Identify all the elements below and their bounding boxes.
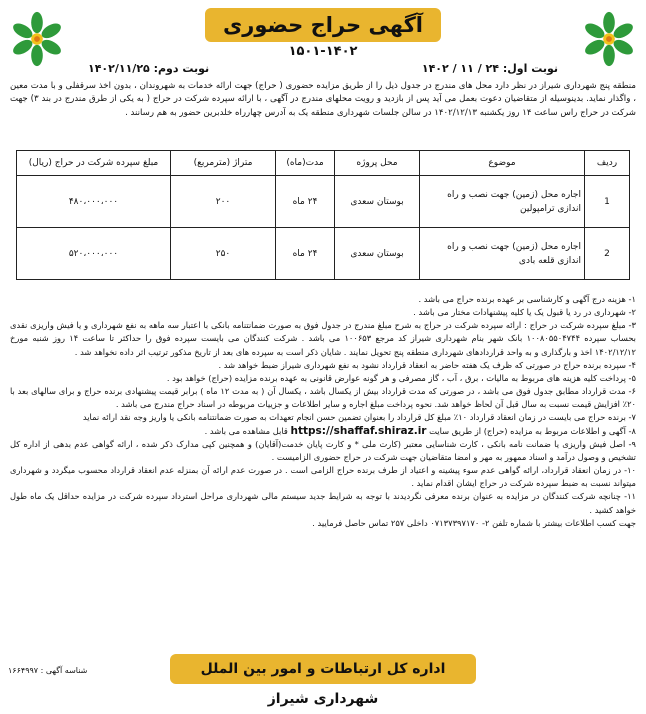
ad-number: ۱۵۰۱-۱۴۰۲ <box>288 44 358 59</box>
terms-list <box>10 293 636 530</box>
cell-subject: اجاره محل (زمین) جهت نصب و راه اندازی قلعه بادی <box>420 228 585 280</box>
col-header-area: متراژ (مترمربع) <box>171 151 276 176</box>
term-item: ۷- برنده حراج می بایست در زمان انعقاد قرارداد ۱۰٪ مبلغ کل قرارداد را بعنوان تضمین حسن انجام تعهدات به صورت ضمانتنامه بانکی یا واریز وجه نقد ارائه نماید <box>82 412 636 423</box>
first-round-date: نوبت اول: ۲۴ / ۱۱ / ۱۴۰۲ <box>421 62 558 75</box>
term-item: ۳- مبلغ سپرده شرکت در حراج : ارائه سپرده شرکت در حراج به شرح مبلغ مندرج در جدول فوق به صورت ضمانتنامه بانکی با اعتبار سه ماهه به نفع شهرداری و یا فیش واریزی نقدی بحساب سپرده ۱۰۰۸۰۵۵۰۴۷۴۴ بانک شهر بنام شهرداری شیراز کد مرجع ۱۰۰۶۵۳ می باشد . شرکت کنندگان می بایست سپرده فوق را حداکثر تا ساعت ۱۴ روز شنبه مورخ ۱۴۰۲/۱۲/۱۲ اخذ و بارگذاری و به واحد قراردادهای شهرداری منطقه پنج تحویل نمایند . شایان ذکر است به سپرده های بعد از تاریخ مذکور ترتیب اثر داده نخواهد شد . <box>10 320 636 357</box>
col-header-duration: مدت(ماه) <box>276 151 335 176</box>
cell-location: بوستان سعدی <box>335 176 420 228</box>
cell-duration: ۲۴ ماه <box>276 228 335 280</box>
website-link[interactable]: https://shaffaf.shiraz.ir <box>290 424 427 437</box>
cell-row-no: 2 <box>585 228 630 280</box>
cell-area: ۲۰۰ <box>171 176 276 228</box>
shiraz-municipality-logo-icon <box>580 10 638 68</box>
intro-paragraph: منطقه پنج شهرداری شیراز در نظر دارد محل های مندرج در جدول ذیل را از طریق مزایده حضوری ( حراج) جهت ارائه خدمات به شهروندان ، بدون اخذ سرقفلی و با مدت معین ، واگذار نماید. بدینوسیله از متقاضیان دعوت بعمل می آید پس از بازدید و رویت محلهای مندرج در آگهی ، با ارائه سپرده شرکت در حراج ( به یکی از طرق مندرج در بند ۳) جهت شرکت در حراج راس ساعت ۱۴ روز یکشنبه ۱۴۰۲/۱۲/۱۳ در سالن جلسات شهرداری منطقه یک به آدرس چهارراه خلدبرین حضور به هم رسانند . <box>10 81 636 118</box>
ad-title: آگهی حراج حضوری <box>205 8 441 42</box>
term-item: ۴- سپرده برنده حراج در صورتی که ظرف یک هفته حاضر به انعقاد قرارداد نشود به نفع شهرداری شیراز ضبط خواهد شد . <box>218 359 636 370</box>
shiraz-municipality-logo-icon <box>8 10 66 68</box>
term-item: ۱۰- در زمان انعقاد قرارداد، ارائه گواهی عدم سوء پیشینه و اعتیاد از طرف برنده حراج الزامی است . در صورت عدم ارائه آن بمنزله عدم انعقاد قرارداد محسوب میگردد و شهرداری میتواند نسبت به ضبط سپرده شرکت در حراج ایشان اقدام نماید . <box>10 465 636 489</box>
cell-location: بوستان سعدی <box>335 228 420 280</box>
ad-id: شناسه آگهی : ۱۶۶۴۹۹۷ <box>8 666 88 675</box>
cell-row-no: 1 <box>585 176 630 228</box>
footer-department: اداره کل ارتباطات و امور بین الملل شهرداری شیراز <box>170 654 476 684</box>
term-item: ۵- پرداخت کلیه هزینه های مربوط به مالیات ، برق ، آب ، گاز مصرفی و هر گونه عوارض قانونی به عهده برنده مزایده (حراج) خواهد بود . <box>166 372 636 383</box>
cell-deposit: ۵۲۰،۰۰۰،۰۰۰ <box>17 228 171 280</box>
term-item: ۹- اصل فیش واریزی یا ضمانت نامه بانکی ، کارت شناسایی معتبر (کارت ملی * و کارت پایان خدمت(آقایان) و همچنین کپی مدارک ذکر شده ، ارائه گواهی عدم بدهی از اداره کل تشخیص و وصول درآمد و اسناد ممهور به مهر و امضا متقاضیان جهت شرکت در حراج حضوری الزامیست . <box>10 438 636 462</box>
contact-info: جهت کسب اطلاعات بیشتر با شماره تلفن ۲- ۰۷۱۳۷۳۹۷۱۷۰ داخلی ۲۵۷ تماس حاصل فرمایید . <box>312 517 636 528</box>
col-header-location: محل پروژه <box>335 151 420 176</box>
table-row <box>17 176 630 228</box>
term-item: ۱۱- چنانچه شرکت کنندگان در مزایده به عنوان برنده معرفی نگردیدند با توجه به شرایط جدید سیستم مالی شهرداری مراحل استرداد سپرده شرکت در مزایده حداقل یک ماه طول خواهد کشید . <box>10 491 636 515</box>
term-item: ۲- شهرداری در رد یا قبول یک یا کلیه پیشنهادات مختار می باشد . <box>413 307 636 318</box>
term-item: ۶- مدت قرارداد مطابق جدول فوق می باشد ، در صورتی که مدت قرارداد بیش از یکسال باشد ، یکسال آن ( به مدت ۱۲ ماه ) برابر قیمت پیشنهادی برنده حراج و برای سالهای بعد با ۲۰٪ افزایش قیمت نسبت به سال قبل آن لحاظ خواهد شد. نحوه پرداخت مبلغ اجاره و سایر اطلاعات و جزییات مربوطه در اسناد حراج مندرج می باشد . <box>10 386 636 410</box>
col-header-row-no: ردیف <box>585 151 630 176</box>
term-item-website <box>10 425 636 438</box>
auction-items-table <box>16 150 630 280</box>
col-header-deposit: مبلغ سپرده شرکت در حراج (ریال) <box>17 151 171 176</box>
table-row <box>17 228 630 280</box>
col-header-subject: موضوع <box>420 151 585 176</box>
cell-duration: ۲۴ ماه <box>276 176 335 228</box>
website-note-prefix: ۸- آگهی و اطلاعات مربوط به مزایده (حراج) از طریق سایت <box>429 425 636 436</box>
cell-area: ۲۵۰ <box>171 228 276 280</box>
cell-subject: اجاره محل (زمین) جهت نصب و راه اندازی ترامپولین <box>420 176 585 228</box>
table-header-row <box>17 151 630 176</box>
term-item: ۱- هزینه درج آگهی و کارشناسی بر عهده برنده حراج می باشد . <box>418 294 636 304</box>
website-note-suffix: قابل مشاهده می باشد . <box>204 425 288 436</box>
second-round-date: نوبت دوم: ۱۴۰۲/۱۱/۲۵ <box>88 62 210 75</box>
cell-deposit: ۴۸۰،۰۰۰،۰۰۰ <box>17 176 171 228</box>
